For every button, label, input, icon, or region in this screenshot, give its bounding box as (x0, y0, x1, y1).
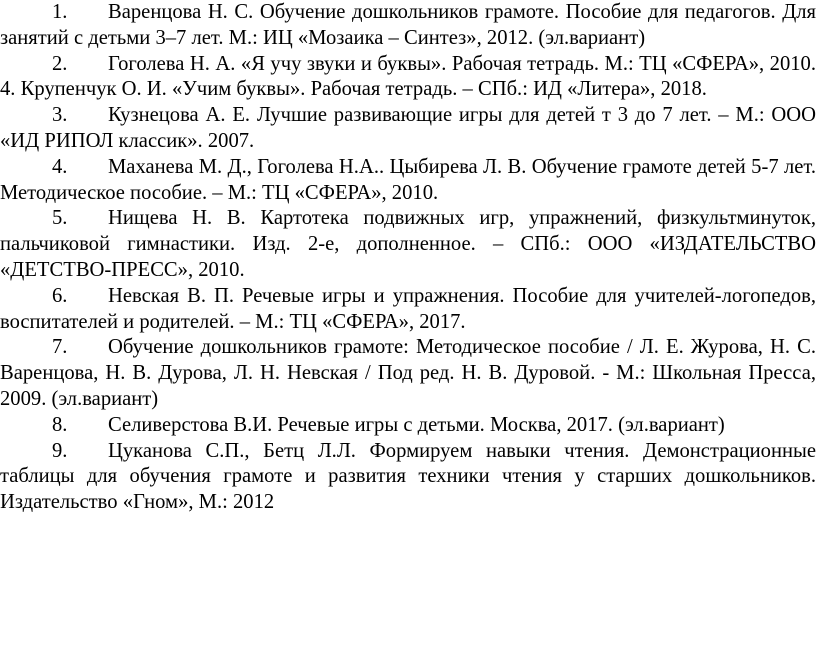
reference-text: Невская В. П. Речевые игры и упражнения. Пособие для учителей-логопедов, воспитателей и родителей. – М.: ТЦ «СФЕРА», 2017. (0, 284, 816, 333)
reference-item (0, 155, 816, 207)
reference-number: 2. (52, 52, 68, 75)
reference-item (0, 0, 816, 52)
reference-item (0, 52, 816, 104)
reference-text: Цуканова С.П., Бетц Л.Л. Формируем навыки чтения. Демонстрационные таблицы для обучения грамоте и развития техники чтения у старших дошкольников. Издательство «Гном», М.: 2012 (0, 439, 816, 514)
reference-number: 3. (52, 104, 68, 127)
reference-number: 9. (52, 439, 68, 462)
reference-item (0, 284, 816, 336)
reference-number: 6. (52, 284, 68, 307)
reference-item (0, 439, 816, 516)
reference-item (0, 103, 816, 155)
reference-number: 4. (52, 155, 68, 178)
reference-number: 5. (52, 207, 68, 230)
reference-item (0, 335, 816, 412)
reference-number: 7. (52, 336, 68, 359)
reference-text: Нищева Н. В. Картотека подвижных игр, упражнений, физкультминуток, пальчиковой гимнастики. Изд. 2-е, дополненное. – СПб.: ООО «ИЗДАТЕЛЬСТВО «ДЕТСТВО-ПРЕСС», 2010. (0, 207, 816, 281)
reference-text: Селиверстова В.И. Речевые игры с детьми. Москва, 2017. (эл.вариант) (108, 413, 725, 436)
reference-text: Гоголева Н. А. «Я учу звуки и буквы». Рабочая тетрадь. М.: ТЦ «СФЕРА», 2010. 4. Крупенчук О. И. «Учим буквы». Рабочая тетрадь. – СПб.: ИД «Литера», 2018. (0, 52, 816, 101)
reference-number: 8. (52, 413, 68, 436)
reference-text: Варенцова Н. С. Обучение дошкольников грамоте. Пособие для педагогов. Для занятий с детьми 3–7 лет. М.: ИЦ «Мозаика – Синтез», 2012. (эл.вариант) (0, 1, 816, 49)
reference-item (0, 413, 816, 439)
reference-text: Обучение дошкольников грамоте: Методическое пособие / Л. Е. Журова, Н. С. Варенцова, Н. В. Дурова, Л. Н. Невская / Под ред. Н. В. Дуровой. - М.: Школьная Пресса, 2009. (эл.вариант) (0, 336, 816, 410)
reference-text: Маханева М. Д., Гоголева Н.А.. Цыбирева Л. В. Обучение грамоте детей 5-7 лет. Методическое пособие. – М.: ТЦ «СФЕРА», 2010. (0, 155, 816, 204)
reference-item (0, 206, 816, 283)
reference-number: 1. (52, 1, 68, 23)
reference-text: Кузнецова А. Е. Лучшие развивающие игры для детей т 3 до 7 лет. – М.: ООО «ИД РИПОЛ классик». 2007. (0, 104, 816, 152)
